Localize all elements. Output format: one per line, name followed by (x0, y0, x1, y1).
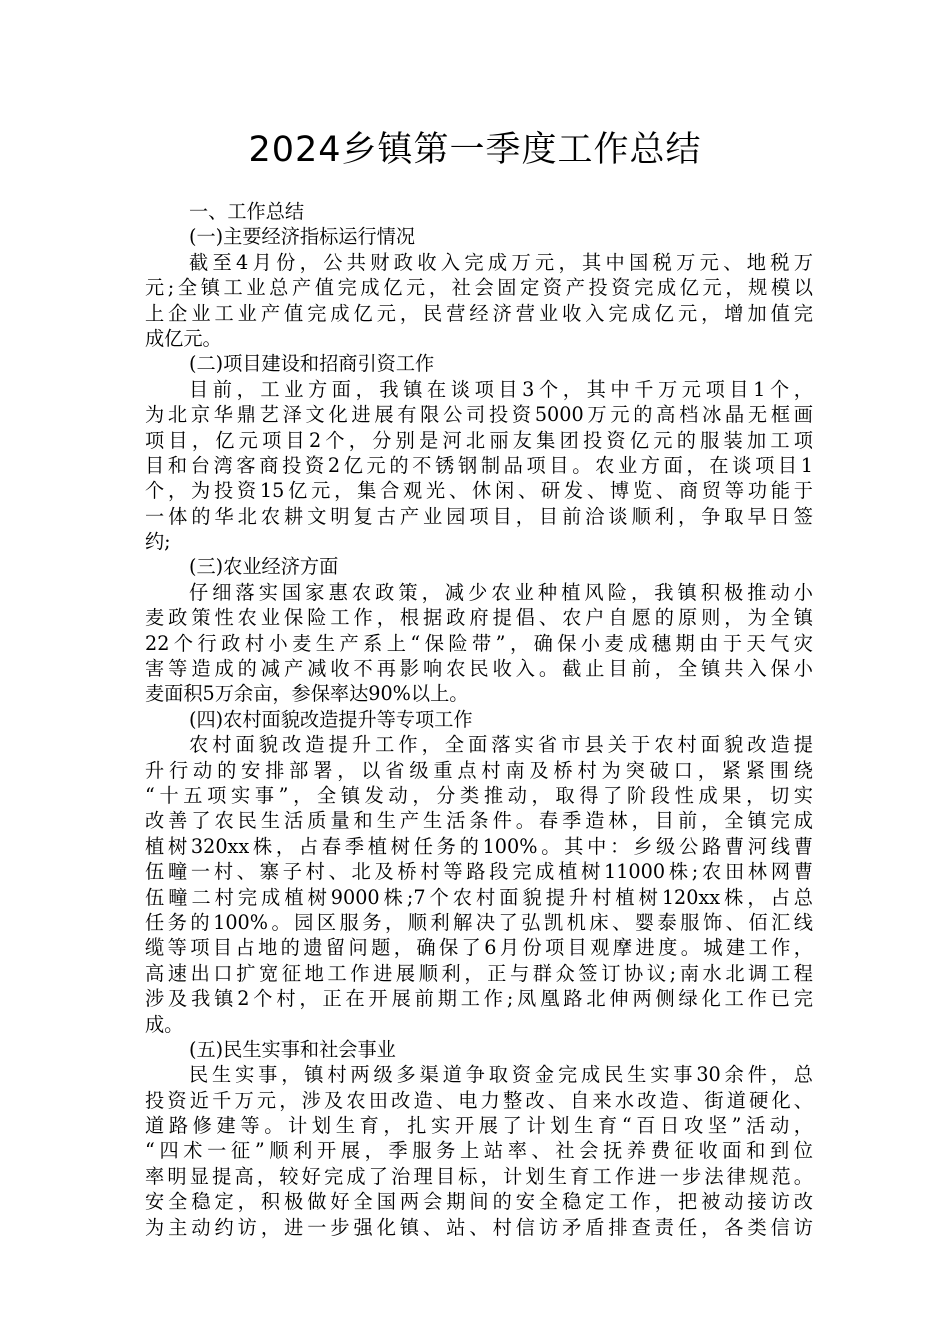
body-line: (四)农村面貌改造提升等专项工作 (189, 707, 473, 731)
body-line: 目和台湾客商投资2亿元的不锈钢制品项目。农业方面，在谈项目1 (145, 453, 813, 477)
body-line: 道路修建等。计划生育，扎实开展了计划生育“百日攻坚”活动， (145, 1114, 813, 1138)
body-line: 一、工作总结 (189, 200, 305, 223)
body-line: 22个行政村小麦生产系上“保险带”，确保小麦成穗期由于天气灾 (145, 631, 813, 655)
body-line: 成亿元。 (145, 326, 222, 350)
body-line: 农村面貌改造提升工作，全面落实省市县关于农村面貌改造提 (189, 733, 813, 757)
body-line: 上企业工业产值完成亿元，民营经济营业收入完成亿元，增加值完 (145, 301, 813, 325)
body-line: “十五项实事”，全镇发动，分类推动，取得了阶段性成果，切实 (145, 783, 813, 807)
body-line: 涉及我镇2个村，正在开展前期工作;凤凰路北伸两侧绿化工作已完 (145, 987, 813, 1011)
body-line: 为主动约访，进一步强化镇、站、村信访矛盾排查责任，各类信访 (145, 1215, 813, 1239)
body-line: 伍疃一村、寨子村、北及桥村等路段完成植树11000株;农田林网曹 (145, 860, 813, 884)
body-line: 投资近千万元，涉及农田改造、电力整改、自来水改造、街道硬化、 (145, 1088, 813, 1112)
body-line: 个，为投资15亿元，集合观光、休闲、研发、博览、商贸等功能于 (145, 479, 813, 503)
document-title: 2024乡镇第一季度工作总结 (248, 130, 702, 170)
document-body (145, 199, 813, 1240)
body-line: 目前，工业方面，我镇在谈项目3个，其中千万元项目1个， (189, 377, 813, 401)
body-line: 麦政策性农业保险工作，根据政府提倡、农户自愿的原则，为全镇 (145, 606, 813, 630)
body-line: 安全稳定，积极做好全国两会期间的安全稳定工作，把被动接访改 (145, 1190, 813, 1214)
body-line: 害等造成的减产减收不再影响农民收入。截止目前，全镇共入保小 (145, 657, 813, 681)
body-line: (一)主要经济指标运行情况 (189, 225, 416, 249)
body-line: 项目，亿元项目2个，分别是河北丽友集团投资亿元的服装加工项 (145, 428, 813, 452)
body-line: 麦面积5万余亩，参保率达90%以上。 (145, 682, 469, 706)
body-line: 民生实事，镇村两级多渠道争取资金完成民生实事30余件，总 (189, 1063, 813, 1087)
body-line: 伍疃二村完成植树9000株;7个农村面貌提升村植树120xx株，占总 (145, 885, 813, 909)
body-line: 成。 (145, 1012, 184, 1036)
body-line: 率明显提高，较好完成了治理目标，计划生育工作进一步法律规范。 (145, 1164, 813, 1188)
body-line: 缆等项目占地的遗留问题，确保了6月份项目观摩进度。城建工作， (145, 936, 813, 960)
body-line: 任务的100%。园区服务，顺利解决了弘凯机床、婴泰服饰、佰汇线 (145, 910, 813, 934)
body-line: 植树320xx株，占春季植树任务的100%。其中：乡级公路曹河线曹 (145, 834, 813, 858)
body-line: 截至4月份，公共财政收入完成万元，其中国税万元、地税万 (189, 250, 813, 274)
body-line: 一体的华北农耕文明复古产业园项目，目前洽谈顺利，争取早日签 (145, 504, 813, 528)
body-line: “四术一征”顺利开展，季服务上站率、社会抚养费征收面和到位 (145, 1139, 813, 1163)
body-line: 约; (145, 530, 171, 554)
body-line: (二)项目建设和招商引资工作 (189, 352, 435, 376)
body-line: 为北京华鼎艺泽文化进展有限公司投资5000万元的高档冰晶无框画 (145, 403, 813, 427)
body-line: 仔细落实国家惠农政策，减少农业种植风险，我镇积极推动小 (189, 580, 813, 604)
body-line: 升行动的安排部署，以省级重点村南及桥村为突破口，紧紧围绕 (145, 758, 813, 782)
body-line: 高速出口扩宽征地工作进展顺利，正与群众签订协议;南水北调工程 (145, 961, 813, 985)
body-line: (五)民生实事和社会事业 (189, 1037, 396, 1061)
body-line: 改善了农民生活质量和生产生活条件。春季造林，目前，全镇完成 (145, 809, 813, 833)
body-line: (三)农业经济方面 (189, 555, 339, 579)
body-line: 元;全镇工业总产值完成亿元，社会固定资产投资完成亿元，规模以 (145, 276, 813, 300)
